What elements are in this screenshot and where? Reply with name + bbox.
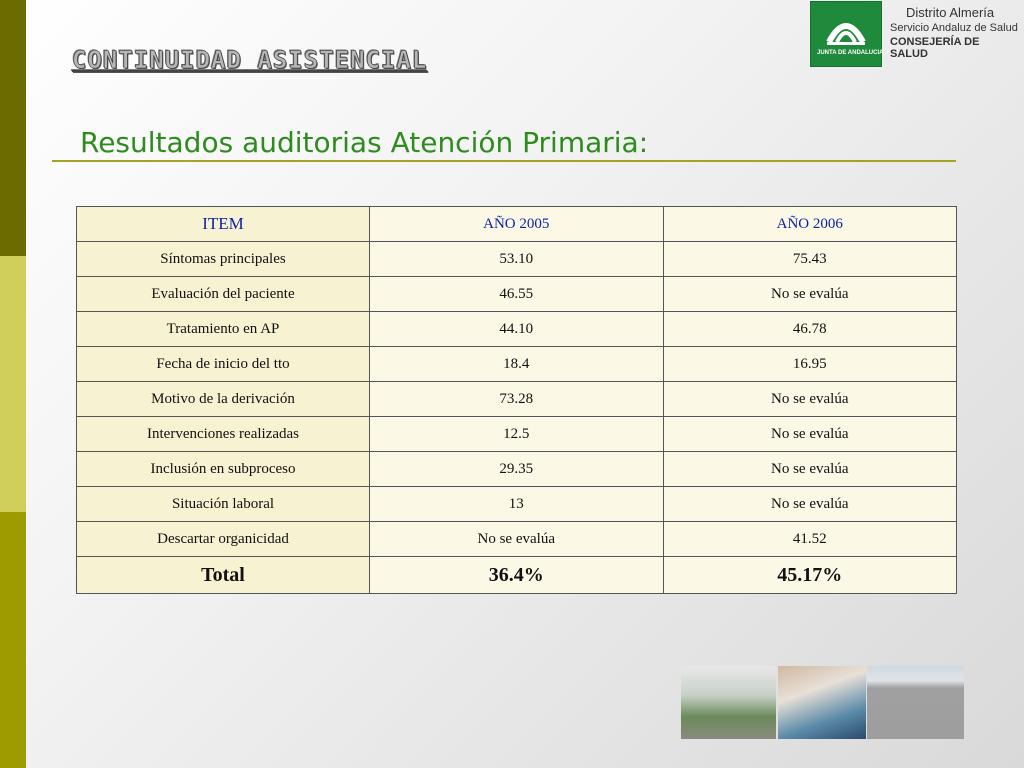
table-row — [77, 242, 957, 277]
header-2005: AÑO 2005 — [370, 207, 664, 242]
value-2005: 13 — [370, 487, 664, 522]
audit-results-table — [76, 206, 957, 594]
value-2005: 12.5 — [370, 417, 664, 452]
building-photo — [867, 666, 964, 739]
value-2006: No se evalúa — [663, 452, 957, 487]
table-row — [77, 347, 957, 382]
value-2005: 44.10 — [370, 312, 664, 347]
logo-service: Servicio Andaluz de Salud — [890, 22, 1018, 34]
value-2005: No se evalúa — [370, 522, 664, 557]
row-label: Evaluación del paciente — [77, 277, 370, 312]
emblem-caption: JUNTA DE ANDALUCIA — [817, 50, 884, 56]
table-row — [77, 522, 957, 557]
value-2006: 16.95 — [663, 347, 957, 382]
logo-district: Distrito Almería — [906, 5, 995, 20]
value-2006: No se evalúa — [663, 277, 957, 312]
arch-emblem-icon — [811, 2, 884, 66]
health-center-photo — [681, 666, 776, 739]
row-label: Descartar organicidad — [77, 522, 370, 557]
row-label: Intervenciones realizadas — [77, 417, 370, 452]
row-label: Inclusión en subproceso — [77, 452, 370, 487]
value-2006: 75.43 — [663, 242, 957, 277]
value-2005: 53.10 — [370, 242, 664, 277]
side-bar-dark — [0, 0, 26, 256]
junta-emblem-icon — [810, 1, 882, 67]
row-label: Motivo de la derivación — [77, 382, 370, 417]
logo-text-block — [890, 5, 1020, 60]
total-label: Total — [77, 557, 370, 594]
header-2006: AÑO 2006 — [663, 207, 957, 242]
total-2005: 36.4% — [370, 557, 664, 594]
value-2006: No se evalúa — [663, 417, 957, 452]
side-bar-olive — [0, 512, 26, 768]
table-row — [77, 452, 957, 487]
slide-subtitle: Resultados auditorias Atención Primaria: — [80, 126, 649, 159]
table-row — [77, 312, 957, 347]
value-2006: No se evalúa — [663, 487, 957, 522]
logo-ministry: CONSEJERÍA DE SALUD — [890, 36, 980, 60]
table-row — [77, 417, 957, 452]
table-row — [77, 487, 957, 522]
value-2005: 18.4 — [370, 347, 664, 382]
value-2005: 46.55 — [370, 277, 664, 312]
value-2006: 41.52 — [663, 522, 957, 557]
value-2005: 73.28 — [370, 382, 664, 417]
side-bar-light — [0, 256, 26, 512]
photo-strip — [681, 666, 964, 739]
table-row — [77, 382, 957, 417]
table-row — [77, 277, 957, 312]
value-2006: No se evalúa — [663, 382, 957, 417]
value-2005: 29.35 — [370, 452, 664, 487]
doctor-patient-photo — [778, 666, 866, 739]
slide-title: CONTINUIDAD ASISTENCIAL — [72, 46, 428, 74]
total-row — [77, 557, 957, 594]
row-label: Síntomas principales — [77, 242, 370, 277]
junta-logo — [810, 1, 1020, 67]
total-2006: 45.17% — [663, 557, 957, 594]
title-divider — [52, 160, 956, 162]
row-label: Tratamiento en AP — [77, 312, 370, 347]
table-header-row — [77, 207, 957, 242]
header-item: ITEM — [77, 207, 370, 242]
row-label: Situación laboral — [77, 487, 370, 522]
value-2006: 46.78 — [663, 312, 957, 347]
row-label: Fecha de inicio del tto — [77, 347, 370, 382]
